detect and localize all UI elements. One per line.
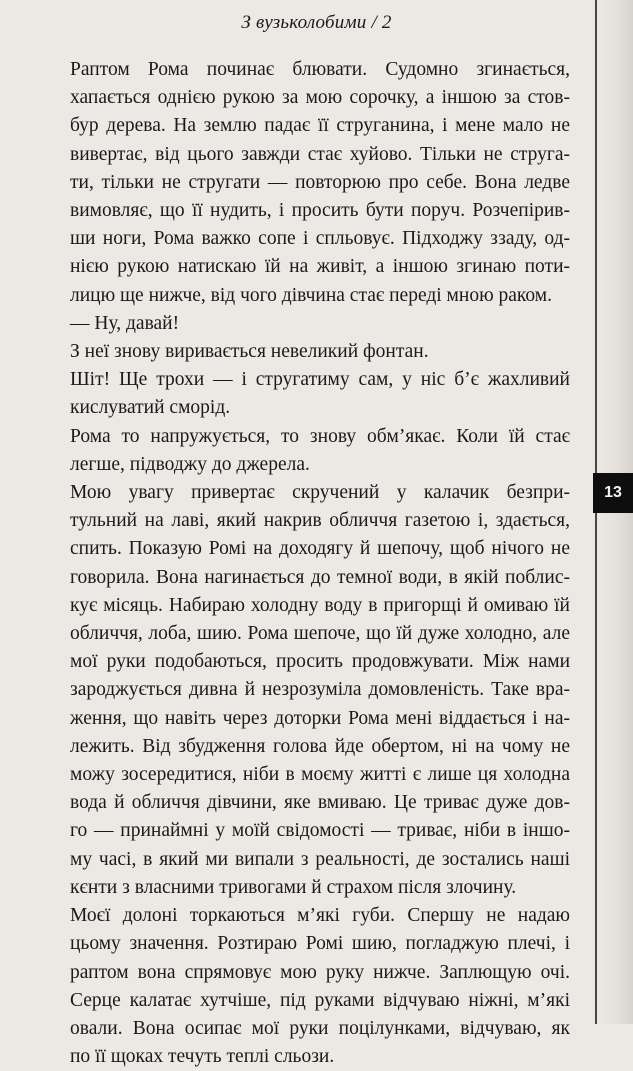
text-line: овали. Вона осипає мої руки поцілунками, відчуваю, як [70,1017,570,1039]
text-line: кислуватий сморід. [70,397,231,419]
text-line: Раптом Рома починає блювати. Судомно згинається, [70,59,570,80]
text-line: раптом вона спрямовує мою руку нижче. Заплющую очі. [70,961,570,983]
text-line: спить. Показую Ромі на доходягу й шепочу, щоб нічого не [70,538,570,560]
text-line: кєнти з власними тривогами й страхом після злочину. [70,876,517,898]
text-line: Шіт! Ще трохи — і стругатиму сам, у ніс б’є жахливий [70,369,570,391]
text-line: обличчя, лоба, шию. Рома шепоче, що їй дуже холодно, але [70,623,570,645]
text-line: тульний на лаві, який накрив обличчя газетою і, здається, [70,510,570,532]
text-line: му часі, в який ми випали з реальності, де зостались наші [70,848,570,870]
text-line: Серце калатає хутчіше, під руками відчуваю ніжні, м’які [70,989,570,1011]
text-line: ження, що навіть через доторки Рома мені віддається і на- [70,707,570,729]
text-line: бур дерева. На землю падає її струганина, і мене мало не [70,115,570,137]
text-line: вимовляє, що її нудить, і просить бути поруч. Розчепірив- [70,200,570,222]
page-number-tab: 13 [593,473,633,513]
text-line: мої руки подобаються, просить продовжувати. Між нами [70,651,570,673]
text-line: З неї знову виривається невеликий фонтан. [70,341,429,363]
running-head: З вузьколобими / 2 [241,12,392,33]
text-line: вода й обличчя дівчини, яке вмиваю. Це триває дуже дов- [70,792,570,814]
text-line: легше, підводжу до джерела. [70,453,310,475]
text-line: можу зосередитися, ніби в моєму житті є лише ця холодна [70,764,570,786]
text-line: Мою увагу привертає скручений у калачик безпри- [70,482,570,504]
text-line: зароджується дивна й незрозуміла домовленість. Таке вра- [70,679,570,701]
text-line: лежить. Від збудження голова йде обертом, ні на чому не [70,735,570,757]
text-line: ти, тільки не стругати — повторюю про себе. Вона ледве [70,171,570,193]
text-line: лицю ще нижче, від чого дівчина стає переді мною раком. [70,284,553,306]
text-line: по її щоках течуть теплі сльози. [70,1046,335,1068]
text-line: ши ноги, Рома важко сопе і спльовує. Підходжу ззаду, од- [70,228,570,250]
text-line: нією рукою натискаю їй на живіт, а іншою згинаю поти- [70,256,570,278]
text-line: Рома то напружується, то знову обм’якає. Коли їй стає [70,425,570,447]
text-line: кує місяць. Набираю холодну воду в пригорщі й омиваю їй [70,594,570,616]
text-line: Моєї долоні торкаються м’які губи. Спершу не надаю [70,905,570,927]
text-line: цьому значення. Розтираю Ромі шию, погладжую плечі, і [70,933,570,955]
body-text [70,56,570,1071]
text-line: говорила. Вона нагинається до темної води, в якій поблис- [70,566,570,588]
text-line: — Ну, давай! [70,312,180,334]
text-line: го — принаймні у моїй свідомості — триває, ніби в іншо- [70,820,570,842]
text-line: вивертає, від цього завжди стає хуйово. Тільки не струга- [70,143,570,165]
text-line: хапається однією рукою за мою сорочку, а іншою за стов- [70,87,570,109]
